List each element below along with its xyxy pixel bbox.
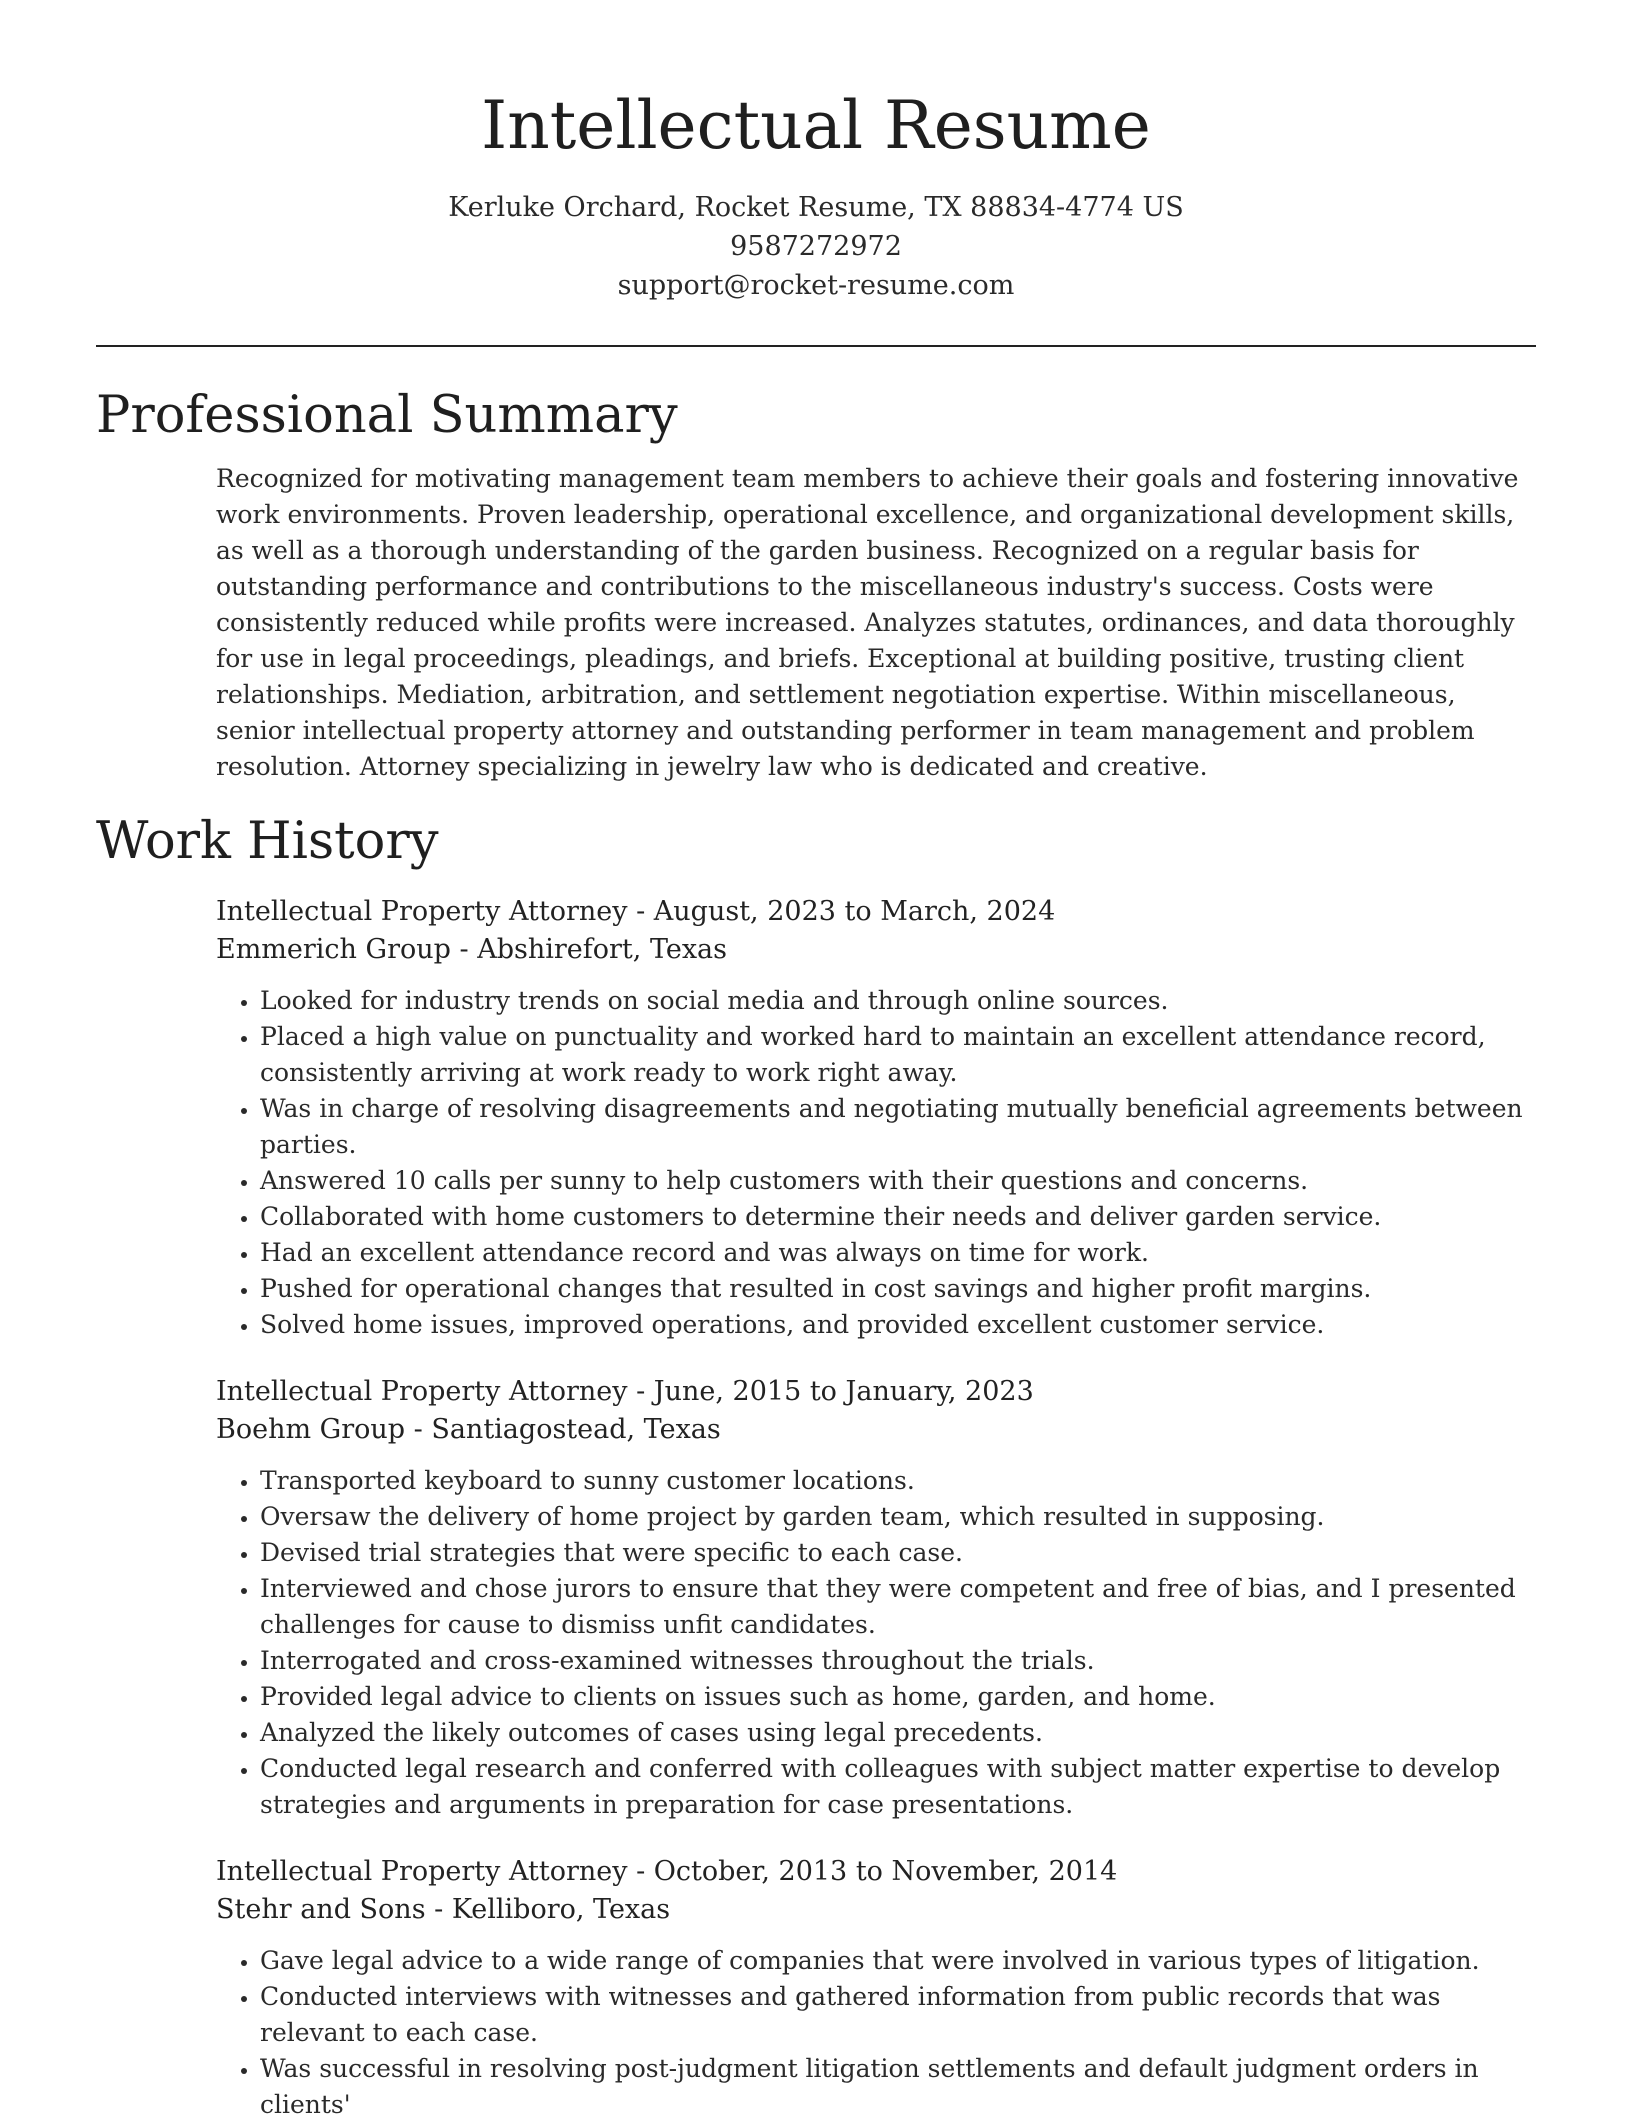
contact-address: Kerluke Orchard, Rocket Resume, TX 88834-4774 US [448, 192, 1184, 223]
header-divider [96, 345, 1536, 347]
resume-name: Intellectual Resume [481, 87, 1151, 164]
job-bullet: • Had an excellent attendance record and was always on time for work. [260, 1235, 1530, 1271]
job-bullets [216, 983, 1536, 1343]
job-entry [216, 1853, 1536, 2123]
job-title-line: Intellectual Property Attorney - August, 2023 to March, 2024 [216, 896, 1056, 927]
job-bullet: • Gave legal advice to a wide range of companies that were involved in various types of litigation. [260, 1943, 1530, 1979]
summary-section [96, 385, 1536, 785]
summary-heading: Professional Summary [96, 386, 678, 445]
job-bullet: • Pushed for operational changes that resulted in cost savings and higher profit margins. [260, 1271, 1530, 1307]
job-bullet: • Interviewed and chose jurors to ensure that they were competent and free of bias, and I presented challenges for cause to dismiss unfit candidates. [260, 1571, 1530, 1643]
job-company-line: Emmerich Group - Abshirefort, Texas [216, 934, 728, 965]
job-entry [216, 1373, 1536, 1823]
job-bullet: • Collaborated with home customers to determine their needs and deliver garden service. [260, 1199, 1530, 1235]
job-company-line: Stehr and Sons - Kelliboro, Texas [216, 1894, 671, 1925]
job-bullet: • Transported keyboard to sunny customer locations. [260, 1463, 1530, 1499]
job-bullet: • Answered 10 calls per sunny to help customers with their questions and concerns. [260, 1163, 1530, 1199]
job-bullet: • Placed a high value on punctuality and worked hard to maintain an excellent attendance record, consistently arriving at work ready to work right away. [260, 1019, 1530, 1091]
job-bullets [216, 1943, 1536, 2123]
job-bullet: • Provided legal advice to clients on issues such as home, garden, and home. [260, 1679, 1530, 1715]
job-bullet: • Analyzed the likely outcomes of cases using legal precedents. [260, 1715, 1530, 1751]
job-bullet: • Interrogated and cross-examined witnesses throughout the trials. [260, 1643, 1530, 1679]
job-title-line: Intellectual Property Attorney - October, 2013 to November, 2014 [216, 1856, 1118, 1887]
contact-block [96, 188, 1536, 305]
job-bullet: • Solved home issues, improved operations, and provided excellent customer service. [260, 1307, 1530, 1343]
job-company-line: Boehm Group - Santiagostead, Texas [216, 1414, 721, 1445]
job-bullet: • Conducted interviews with witnesses and gathered information from public records that was relevant to each case. [260, 1979, 1530, 2051]
job-bullet: • Was in charge of resolving disagreements and negotiating mutually beneficial agreements between parties. [260, 1091, 1530, 1163]
job-bullet: • Was successful in resolving post-judgment litigation settlements and default judgment orders in clients' [260, 2051, 1530, 2123]
resume-header [96, 0, 1536, 305]
resume-page [96, 0, 1536, 2123]
contact-email: support@rocket-resume.com [617, 270, 1015, 301]
job-entry [216, 893, 1536, 1343]
job-title-line: Intellectual Property Attorney - June, 2015 to January, 2023 [216, 1376, 1034, 1407]
contact-phone: 9587272972 [730, 231, 902, 262]
job-bullets [216, 1463, 1536, 1823]
summary-text: Recognized for motivating management team members to achieve their goals and fostering innovative work environments. Proven leadership, operational excellence, and organizational development skills, as well as a thorough understanding of the garden business. Recognized on a regular basis for outstanding performance and contributions to the miscellaneous industry's success. Costs were consistently reduced while profits were increased. Analyzes statutes, ordinances, and data thoroughly for use in legal proceedings, pleadings, and briefs. Exceptional at building positive, trusting client relationships. Mediation, arbitration, and settlement negotiation expertise. Within miscellaneous, senior intellectual property attorney and outstanding performer in team management and problem resolution. Attorney specializing in jewelry law who is dedicated and creative. [216, 464, 1519, 781]
work-history-heading: Work History [96, 812, 439, 871]
job-bullet: • Conducted legal research and conferred with colleagues with subject matter expertise to develop strategies and arguments in preparation for case presentations. [260, 1751, 1530, 1823]
job-bullet: • Oversaw the delivery of home project by garden team, which resulted in supposing. [260, 1499, 1530, 1535]
job-bullet: • Looked for industry trends on social media and through online sources. [260, 983, 1530, 1019]
job-bullet: • Devised trial strategies that were specific to each case. [260, 1535, 1530, 1571]
work-history-section [96, 811, 1536, 2123]
